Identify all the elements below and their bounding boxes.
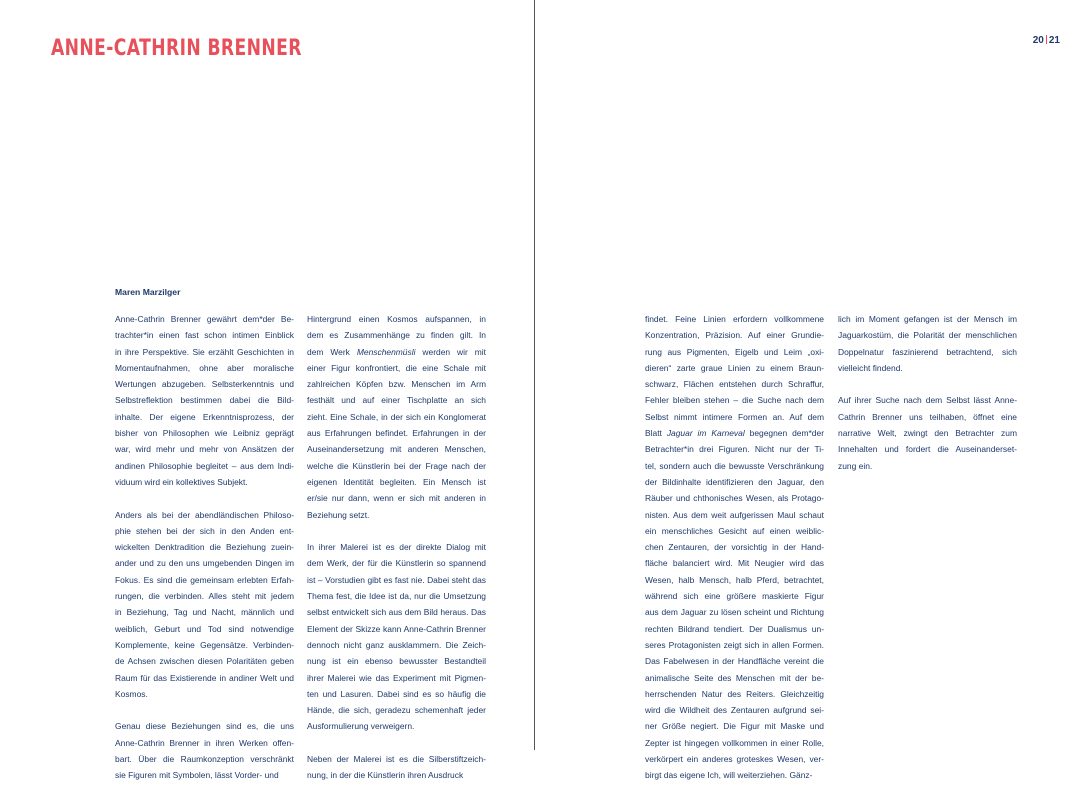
text-line: rungen, die verbinden. Alles steht mit jedem — [115, 591, 294, 602]
text-line: er/sie nur dann, wenn er sich mit anderen in — [307, 493, 486, 504]
text-line: Räuber und chthonisches Wesen, als Protago- — [645, 493, 824, 504]
text-line: Hände, die sich, geradezu schemenhaft jeder — [307, 705, 486, 716]
paragraph — [115, 718, 294, 783]
text-line: Thema fest, die Idee ist da, nur die Umsetzung — [307, 591, 486, 602]
text-line: trachter*in einen fast schon intimen Einblick — [115, 330, 294, 341]
article-title: ANNE-CATHRIN BRENNER — [51, 36, 302, 61]
text-line: zieht. Eine Schale, in der sich ein Konglomerat — [307, 411, 486, 422]
text-line: war, wird mehr und mehr von Ansätzen der — [115, 444, 294, 455]
text-line: Cathrin Brenner uns teilhaben, öffnet eine — [838, 411, 1017, 422]
text-line: Anne-Cathrin Brenner gewährt dem*der Be- — [115, 314, 294, 324]
text-line: Das Fabelwesen in der Handfläche vereint die — [645, 656, 824, 667]
text-line: eigenen Identität begleiten. Ein Mensch ist — [307, 476, 486, 487]
text-line: Genau diese Beziehungen sind es, die uns — [115, 721, 294, 732]
text-line: Kosmos. — [115, 688, 148, 699]
text-line: in Beziehung, Tag und Nacht, männlich und — [115, 607, 294, 618]
text-line: nisten. Aus dem weit aufgerissen Maul schaut — [645, 509, 824, 520]
text-line: ein menschliches Gesicht auf einen weiblic- — [645, 525, 824, 536]
page-numbers — [1033, 35, 1060, 46]
text-line: Fehler bleiben stehen – die Suche nach dem — [645, 395, 824, 406]
paragraph — [307, 311, 486, 523]
text-line: Wertungen abzugeben. Selbsterkenntnis und — [115, 379, 294, 390]
text-line: selbst entwickelt sich aus dem Bild heraus. Das — [307, 607, 486, 618]
text-line: Betrachter*in drei Figuren. Nicht nur der Ti- — [645, 444, 824, 455]
text-line: dem Werk, der für die Künstlerin so spannend — [307, 558, 486, 569]
text-line: viduum wird ein kollektives Subjekt. — [115, 476, 248, 487]
text-line: Auf ihrer Suche nach dem Selbst lässt Anne- — [838, 395, 1017, 406]
text-line: ihrer Malerei wie das Experiment mit Pigmen- — [307, 672, 486, 683]
text-line: welche die Künstlerin bei der Frage nach der — [307, 460, 486, 471]
text-line: wickelten Denktradition die Beziehung zuein- — [115, 542, 294, 553]
text-line: bart. Über die Raumkonzeption verschränkt — [115, 754, 294, 765]
text-column-3 — [645, 311, 824, 800]
text-line: ander und zu den uns umgebenden Dingen im — [115, 558, 294, 569]
text-line: findet. Feine Linien erfordern vollkommene — [645, 314, 824, 324]
text-line: Anne-Cathrin Brenner in ihren Werken offen- — [115, 737, 294, 748]
page-number-left: 20 — [1032, 35, 1044, 46]
text-line: animalische Seite des Menschen mit der be- — [645, 672, 824, 683]
text-line: während sich eine größere maskierte Figur — [645, 591, 824, 602]
text-line: Ausformulierung verweigern. — [307, 721, 415, 732]
text-line: Selbst nimmt intimere Formen an. Auf dem — [645, 411, 824, 422]
text-line: festhält und auf einer Tischplatte an sich — [307, 395, 486, 406]
text-line: dem es Zusammenhänge zu finden gilt. In — [307, 330, 486, 341]
text-line: Selbstreflektion bestimmen dabei die Bild- — [115, 395, 294, 406]
paragraph — [115, 311, 294, 490]
text-line: dem Werk Menschenmüsli werden wir mit — [307, 346, 486, 357]
text-line: Innehalten und fordert die Auseinanderset- — [838, 444, 1017, 455]
text-line: zung ein. — [838, 460, 873, 471]
text-line: chen Zentauren, der vorsichtig in der Hand- — [645, 542, 824, 553]
text-line: Hintergrund einen Kosmos aufspannen, in — [307, 314, 486, 324]
text-line: phie stehen bei der sich in den Anden ent- — [115, 525, 294, 536]
text-line: fläche balanciert wird. Mit Neugier wird das — [645, 558, 824, 569]
text-line: dennoch nicht ganz ausklammern. Die Zeich- — [307, 639, 486, 650]
paragraph — [838, 311, 1017, 376]
paragraph — [307, 539, 486, 735]
text-line: Blatt Jaguar im Karneval begegnen dem*der — [645, 428, 824, 439]
text-line: weiblich, Geburt und Tod sind notwendige — [115, 623, 294, 634]
text-line: nung ist ein ebenso bewusster Bestandteil — [307, 656, 486, 667]
page-number-separator — [1046, 35, 1047, 44]
text-line: vielleicht findend. — [838, 362, 903, 373]
text-line: birgt das eigene Ich, will weiterziehen. Gänz- — [645, 770, 813, 781]
text-line: sie Figuren mit Symbolen, lässt Vorder- und — [115, 770, 279, 781]
text-line: lich im Moment gefangen ist der Mensch im — [838, 314, 1017, 324]
paragraph — [645, 311, 824, 784]
text-line: In ihrer Malerei ist es der direkte Dialog mit — [307, 542, 486, 553]
text-line: Doppelnatur faszinierend betrachtend, sich — [838, 346, 1017, 357]
text-line: seres Protagonisten zeigt sich in allen Formen. — [645, 639, 824, 650]
text-line: Konzentration, Präzision. Auf einer Grundie- — [645, 330, 824, 341]
text-line: schwarz, Flächen entstehen durch Schraffur, — [645, 379, 824, 390]
text-line: andinen Philosophie begleitet – aus dem Indi- — [115, 460, 294, 471]
text-line: ten und Lasuren. Dabei sind es so häufig die — [307, 688, 486, 699]
text-line: inhalte. Der eigene Erkenntnisprozess, der — [115, 411, 294, 422]
paragraph — [838, 392, 1017, 473]
text-line: Beziehung setzt. — [307, 509, 370, 520]
text-line: aus Erfahrungen befindet. Erfahrungen in der — [307, 428, 486, 439]
text-line: Zepter ist hingegen vollkommen in einer Rolle, — [645, 737, 824, 748]
text-line: zahlreichen Köpfen bzw. Menschen im Arm — [307, 379, 486, 390]
text-line: ist – Vorstudien gibt es fast nie. Dabei steht das — [307, 574, 486, 585]
text-line: Anders als bei der abendländischen Philoso- — [115, 509, 294, 520]
text-line: nung, in der die Künstlerin ihren Ausdruck — [307, 770, 464, 781]
text-line: Wesen, halb Mensch, halb Pferd, betrachtet, — [645, 574, 824, 585]
text-line: aus dem Jaguar zu lösen scheint und Richtung — [645, 607, 824, 618]
paragraph — [115, 507, 294, 703]
text-line: rung aus Pigmenten, Eigelb und Leim „oxi- — [645, 346, 824, 357]
text-line: de Achsen zwischen diesen Polaritäten geben — [115, 656, 294, 667]
text-line: Fokus. Es sind die gemeinsam erlebten Erfah- — [115, 574, 294, 585]
paragraph — [307, 751, 486, 784]
text-line: Jaguarkostüm, die Polarität der menschlichen — [838, 330, 1017, 341]
text-line: tel, sondern auch die bewusste Verschränkung — [645, 460, 824, 471]
text-line: Neben der Malerei ist es die Silberstiftzeich- — [307, 754, 486, 765]
text-line: einer Figur konfrontiert, die eine Schale mit — [307, 362, 486, 373]
text-line: bisher von Philosophen wie Leibniz geprägt — [115, 428, 294, 439]
text-line: in ihre Perspektive. Sie erzählt Geschichten in — [115, 346, 294, 357]
text-line: der Bildinhalte identifizieren den Jaguar, den — [645, 476, 824, 487]
text-line: herrschenden Natur des Reiters. Gleichzeitig — [645, 688, 824, 699]
text-line: dieren“ zarte graue Linien zu einem Braun- — [645, 362, 824, 373]
text-line: Element der Skizze kann Anne-Cathrin Brenner — [307, 623, 486, 634]
text-line: Auseinandersetzung mit anderen Menschen, — [307, 444, 486, 455]
text-column-2 — [307, 311, 486, 800]
text-column-1 — [115, 311, 294, 800]
text-line: narrative Welt, zwingt den Betrachter zum — [838, 428, 1017, 439]
author-name: Maren Marzilger — [115, 287, 181, 297]
text-line: wird die Wildheit des Zentauren aufgrund sei- — [645, 705, 824, 716]
page-number-right: 21 — [1048, 35, 1060, 46]
text-line: Raum für das Existierende in andiner Welt und — [115, 672, 294, 683]
text-line: rechten Bildrand tendiert. Der Dualismus un- — [645, 623, 824, 634]
text-line: Momentaufnahmen, ohne aber moralische — [115, 362, 294, 373]
text-column-4 — [838, 311, 1017, 490]
text-line: ner Größe negiert. Die Figur mit Maske und — [645, 721, 824, 732]
text-line: Komplemente, keine Gegensätze. Verbinden- — [115, 639, 294, 650]
text-line: verkörpert ein anderes groteskes Wesen, ver- — [645, 754, 824, 765]
